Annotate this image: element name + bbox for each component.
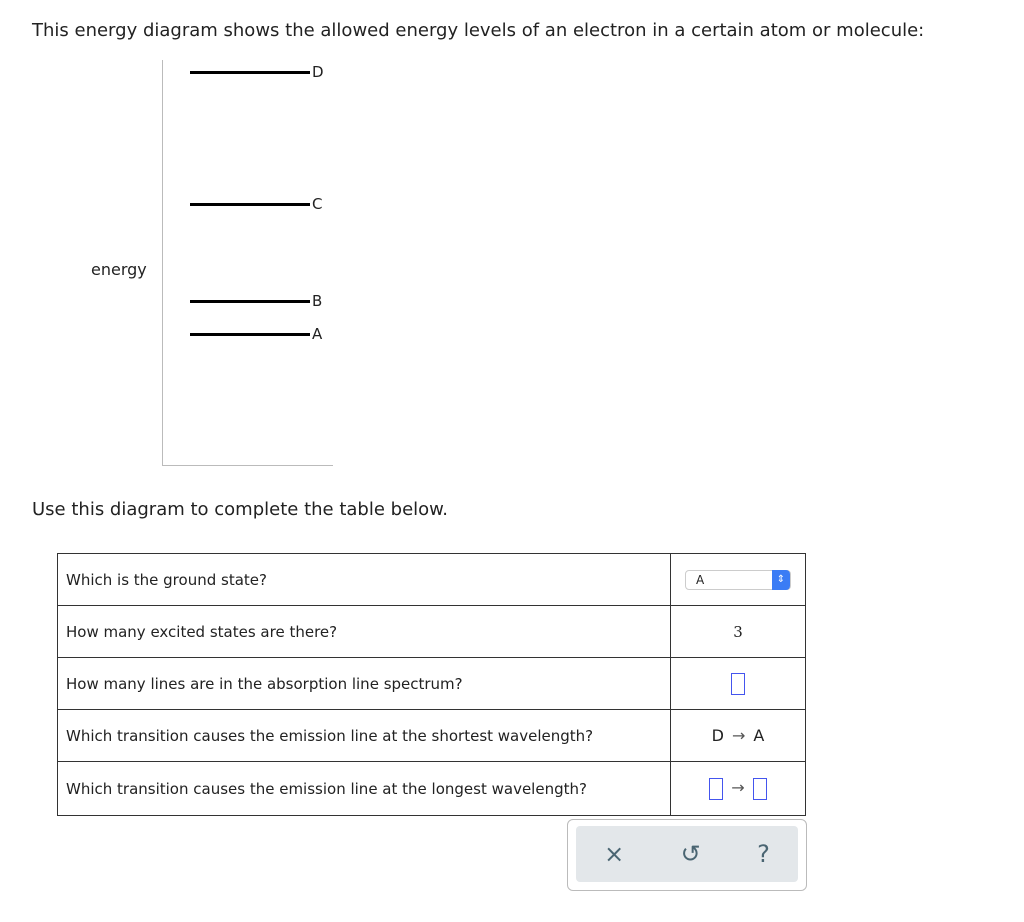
- answer-table: [57, 553, 806, 816]
- question: Which transition causes the emission line at the shortest wavelength?: [58, 710, 671, 762]
- select-value: A: [696, 572, 705, 587]
- level-b-label: B: [312, 292, 323, 310]
- intro-text: This energy diagram shows the allowed energy levels of an electron in a certain atom or molecule:: [32, 20, 925, 41]
- table-row: [58, 710, 806, 762]
- excited-states-answer[interactable]: 3: [671, 606, 806, 658]
- level-c-label: C: [312, 195, 323, 213]
- table-row: [58, 658, 806, 710]
- level-c-line: [190, 203, 310, 206]
- longest-from-input[interactable]: [709, 778, 723, 800]
- level-b-line: [190, 300, 310, 303]
- baseline-axis: [162, 465, 333, 466]
- arrow-icon: →: [731, 778, 745, 797]
- question: How many lines are in the absorption line spectrum?: [58, 658, 671, 710]
- absorption-lines-input[interactable]: [731, 673, 745, 695]
- table-row: [58, 606, 806, 658]
- updown-chevron-icon: ⇕: [772, 570, 790, 590]
- ground-state-select[interactable]: [685, 570, 791, 590]
- level-a-line: [190, 333, 310, 336]
- energy-axis: [162, 60, 163, 466]
- energy-axis-label: energy: [91, 260, 147, 279]
- shortest-to[interactable]: A: [753, 726, 765, 745]
- level-d-line: [190, 71, 310, 74]
- shortest-from[interactable]: D: [711, 726, 724, 745]
- level-a-label: A: [312, 325, 323, 343]
- clear-icon[interactable]: ×: [604, 840, 625, 868]
- arrow-icon: →: [731, 726, 746, 745]
- answer-toolbar: [567, 819, 807, 891]
- question: Which transition causes the emission line at the longest wavelength?: [58, 762, 671, 816]
- question: How many excited states are there?: [58, 606, 671, 658]
- table-row: [58, 554, 806, 606]
- question: Which is the ground state?: [58, 554, 671, 606]
- help-icon[interactable]: ?: [757, 840, 770, 868]
- level-d-label: D: [312, 63, 324, 81]
- undo-icon[interactable]: ↺: [680, 840, 701, 868]
- instruction-text: Use this diagram to complete the table below.: [32, 499, 448, 520]
- longest-to-input[interactable]: [753, 778, 767, 800]
- table-row: [58, 762, 806, 816]
